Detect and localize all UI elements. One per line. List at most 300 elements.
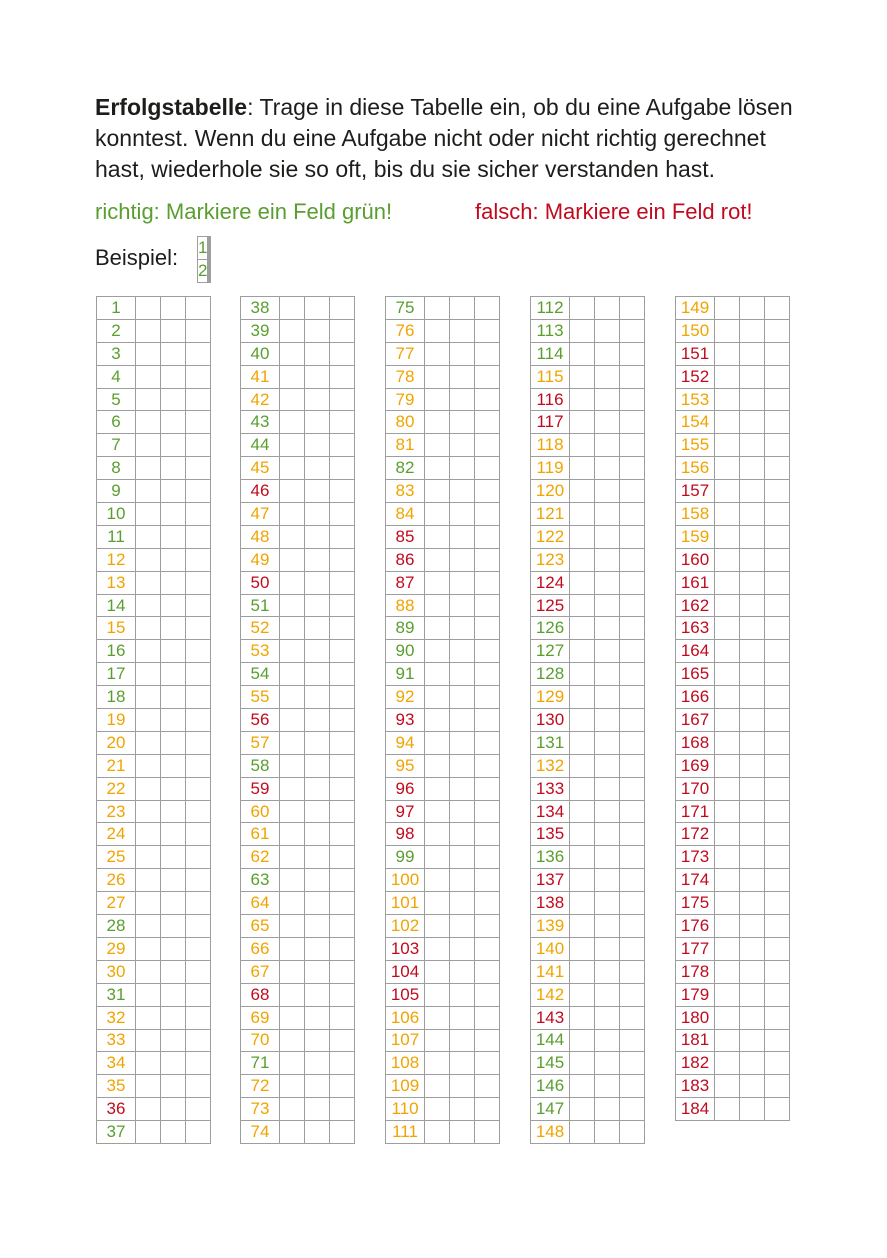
mark-cell[interactable] — [595, 617, 620, 640]
mark-cell[interactable] — [330, 457, 355, 480]
mark-cell[interactable] — [450, 1121, 475, 1144]
mark-cell[interactable] — [280, 1052, 305, 1075]
mark-cell[interactable] — [305, 663, 330, 686]
mark-cell[interactable] — [450, 594, 475, 617]
mark-cell[interactable] — [765, 457, 790, 480]
mark-cell[interactable] — [161, 297, 186, 320]
mark-cell[interactable] — [620, 800, 645, 823]
mark-cell[interactable] — [186, 777, 211, 800]
mark-cell[interactable] — [620, 731, 645, 754]
mark-cell[interactable] — [136, 709, 161, 732]
mark-cell[interactable] — [425, 823, 450, 846]
mark-cell[interactable] — [765, 960, 790, 983]
mark-cell[interactable] — [161, 342, 186, 365]
mark-cell[interactable] — [280, 800, 305, 823]
mark-cell[interactable] — [740, 1029, 765, 1052]
mark-cell[interactable] — [161, 1006, 186, 1029]
mark-cell[interactable] — [765, 663, 790, 686]
mark-cell[interactable] — [715, 319, 740, 342]
mark-cell[interactable] — [330, 731, 355, 754]
mark-cell[interactable] — [595, 960, 620, 983]
mark-cell[interactable] — [570, 663, 595, 686]
mark-cell[interactable] — [161, 1029, 186, 1052]
mark-cell[interactable] — [570, 823, 595, 846]
mark-cell[interactable] — [450, 548, 475, 571]
mark-cell[interactable] — [475, 525, 500, 548]
mark-cell[interactable] — [595, 1052, 620, 1075]
mark-cell[interactable] — [620, 1121, 645, 1144]
mark-cell[interactable] — [280, 434, 305, 457]
mark-cell[interactable] — [450, 1075, 475, 1098]
mark-cell[interactable] — [595, 731, 620, 754]
mark-cell[interactable] — [186, 663, 211, 686]
mark-cell[interactable] — [475, 937, 500, 960]
mark-cell[interactable] — [425, 457, 450, 480]
mark-cell[interactable] — [161, 525, 186, 548]
mark-cell[interactable] — [450, 1098, 475, 1121]
mark-cell[interactable] — [186, 411, 211, 434]
mark-cell[interactable] — [305, 365, 330, 388]
mark-cell[interactable] — [136, 937, 161, 960]
mark-cell[interactable] — [475, 1052, 500, 1075]
mark-cell[interactable] — [715, 846, 740, 869]
mark-cell[interactable] — [186, 388, 211, 411]
mark-cell[interactable] — [740, 319, 765, 342]
mark-cell[interactable] — [425, 983, 450, 1006]
mark-cell[interactable] — [425, 297, 450, 320]
mark-cell[interactable] — [595, 525, 620, 548]
mark-cell[interactable] — [161, 365, 186, 388]
mark-cell[interactable] — [305, 640, 330, 663]
mark-cell[interactable] — [280, 640, 305, 663]
mark-cell[interactable] — [330, 777, 355, 800]
mark-cell[interactable] — [305, 594, 330, 617]
mark-cell[interactable] — [136, 823, 161, 846]
mark-cell[interactable] — [280, 457, 305, 480]
mark-cell[interactable] — [450, 915, 475, 938]
mark-cell[interactable] — [186, 1121, 211, 1144]
mark-cell[interactable] — [136, 503, 161, 526]
mark-cell[interactable] — [715, 686, 740, 709]
mark-cell[interactable] — [620, 571, 645, 594]
mark-cell[interactable] — [765, 800, 790, 823]
mark-cell[interactable] — [425, 846, 450, 869]
mark-cell[interactable] — [161, 319, 186, 342]
mark-cell[interactable] — [715, 960, 740, 983]
mark-cell[interactable] — [186, 960, 211, 983]
mark-cell[interactable] — [330, 503, 355, 526]
mark-cell[interactable] — [425, 663, 450, 686]
mark-cell[interactable] — [450, 617, 475, 640]
mark-cell[interactable] — [740, 937, 765, 960]
mark-cell[interactable] — [620, 846, 645, 869]
mark-cell[interactable] — [280, 297, 305, 320]
mark-cell[interactable] — [740, 571, 765, 594]
mark-cell[interactable] — [715, 892, 740, 915]
mark-cell[interactable] — [475, 754, 500, 777]
mark-cell[interactable] — [570, 1075, 595, 1098]
mark-cell[interactable] — [570, 960, 595, 983]
mark-cell[interactable] — [620, 594, 645, 617]
mark-cell[interactable] — [330, 388, 355, 411]
mark-cell[interactable] — [620, 1006, 645, 1029]
mark-cell[interactable] — [715, 1006, 740, 1029]
mark-cell[interactable] — [740, 525, 765, 548]
mark-cell[interactable] — [425, 640, 450, 663]
mark-cell[interactable] — [450, 686, 475, 709]
mark-cell[interactable] — [161, 663, 186, 686]
mark-cell[interactable] — [450, 411, 475, 434]
mark-cell[interactable] — [450, 388, 475, 411]
mark-cell[interactable] — [136, 411, 161, 434]
mark-cell[interactable] — [305, 754, 330, 777]
mark-cell[interactable] — [595, 663, 620, 686]
mark-cell[interactable] — [570, 686, 595, 709]
mark-cell[interactable] — [765, 915, 790, 938]
mark-cell[interactable] — [620, 480, 645, 503]
mark-cell[interactable] — [330, 1098, 355, 1121]
mark-cell[interactable] — [715, 777, 740, 800]
mark-cell[interactable] — [450, 1052, 475, 1075]
mark-cell[interactable] — [450, 525, 475, 548]
mark-cell[interactable] — [595, 342, 620, 365]
mark-cell[interactable] — [475, 960, 500, 983]
mark-cell[interactable] — [595, 640, 620, 663]
mark-cell[interactable] — [425, 594, 450, 617]
mark-cell[interactable] — [186, 800, 211, 823]
mark-cell[interactable] — [425, 525, 450, 548]
mark-cell[interactable] — [305, 1121, 330, 1144]
mark-cell[interactable] — [715, 1052, 740, 1075]
mark-cell[interactable] — [161, 686, 186, 709]
mark-cell[interactable] — [620, 1052, 645, 1075]
mark-cell[interactable] — [280, 388, 305, 411]
mark-cell[interactable] — [570, 709, 595, 732]
mark-cell[interactable] — [715, 388, 740, 411]
mark-cell[interactable] — [425, 960, 450, 983]
mark-cell[interactable] — [475, 1098, 500, 1121]
mark-cell[interactable] — [425, 709, 450, 732]
mark-cell[interactable] — [136, 571, 161, 594]
mark-cell[interactable] — [425, 754, 450, 777]
mark-cell[interactable] — [305, 457, 330, 480]
mark-cell[interactable] — [330, 1052, 355, 1075]
mark-cell[interactable] — [620, 777, 645, 800]
mark-cell[interactable] — [280, 731, 305, 754]
mark-cell[interactable] — [280, 1098, 305, 1121]
mark-cell[interactable] — [425, 800, 450, 823]
mark-cell[interactable] — [765, 731, 790, 754]
mark-cell[interactable] — [330, 548, 355, 571]
mark-cell[interactable] — [330, 800, 355, 823]
mark-cell[interactable] — [161, 915, 186, 938]
mark-cell[interactable] — [765, 503, 790, 526]
mark-cell[interactable] — [715, 731, 740, 754]
mark-cell[interactable] — [475, 594, 500, 617]
mark-cell[interactable] — [280, 365, 305, 388]
mark-cell[interactable] — [475, 319, 500, 342]
mark-cell[interactable] — [765, 525, 790, 548]
mark-cell[interactable] — [330, 983, 355, 1006]
mark-cell[interactable] — [570, 297, 595, 320]
mark-cell[interactable] — [765, 823, 790, 846]
mark-cell[interactable] — [620, 663, 645, 686]
mark-cell[interactable] — [715, 640, 740, 663]
mark-cell[interactable] — [450, 869, 475, 892]
mark-cell[interactable] — [161, 731, 186, 754]
mark-cell[interactable] — [330, 434, 355, 457]
mark-cell[interactable] — [595, 686, 620, 709]
mark-cell[interactable] — [765, 411, 790, 434]
mark-cell[interactable] — [136, 434, 161, 457]
mark-cell[interactable] — [425, 434, 450, 457]
mark-cell[interactable] — [595, 892, 620, 915]
mark-cell[interactable] — [330, 686, 355, 709]
mark-cell[interactable] — [475, 297, 500, 320]
mark-cell[interactable] — [425, 411, 450, 434]
mark-cell[interactable] — [186, 846, 211, 869]
mark-cell[interactable] — [740, 434, 765, 457]
mark-cell[interactable] — [620, 617, 645, 640]
mark-cell[interactable] — [305, 915, 330, 938]
mark-cell[interactable] — [570, 457, 595, 480]
mark-cell[interactable] — [161, 777, 186, 800]
mark-cell[interactable] — [305, 1098, 330, 1121]
mark-cell[interactable] — [715, 1029, 740, 1052]
mark-cell[interactable] — [136, 1052, 161, 1075]
mark-cell[interactable] — [280, 319, 305, 342]
mark-cell[interactable] — [305, 846, 330, 869]
mark-cell[interactable] — [475, 800, 500, 823]
mark-cell[interactable] — [475, 869, 500, 892]
mark-cell[interactable] — [740, 411, 765, 434]
mark-cell[interactable] — [765, 777, 790, 800]
mark-cell[interactable] — [740, 1006, 765, 1029]
mark-cell[interactable] — [161, 617, 186, 640]
mark-cell[interactable] — [475, 342, 500, 365]
mark-cell[interactable] — [280, 983, 305, 1006]
mark-cell[interactable] — [740, 846, 765, 869]
mark-cell[interactable] — [161, 571, 186, 594]
mark-cell[interactable] — [330, 846, 355, 869]
mark-cell[interactable] — [186, 686, 211, 709]
mark-cell[interactable] — [161, 411, 186, 434]
mark-cell[interactable] — [136, 1075, 161, 1098]
mark-cell[interactable] — [280, 571, 305, 594]
mark-cell[interactable] — [136, 480, 161, 503]
mark-cell[interactable] — [715, 365, 740, 388]
mark-cell[interactable] — [570, 1052, 595, 1075]
mark-cell[interactable] — [330, 1121, 355, 1144]
mark-cell[interactable] — [715, 342, 740, 365]
mark-cell[interactable] — [161, 754, 186, 777]
mark-cell[interactable] — [450, 823, 475, 846]
mark-cell[interactable] — [475, 457, 500, 480]
mark-cell[interactable] — [305, 800, 330, 823]
mark-cell[interactable] — [715, 915, 740, 938]
mark-cell[interactable] — [330, 869, 355, 892]
mark-cell[interactable] — [715, 937, 740, 960]
mark-cell[interactable] — [280, 663, 305, 686]
mark-cell[interactable] — [305, 388, 330, 411]
mark-cell[interactable] — [305, 342, 330, 365]
mark-cell[interactable] — [305, 297, 330, 320]
mark-cell[interactable] — [161, 709, 186, 732]
mark-cell[interactable] — [136, 525, 161, 548]
mark-cell[interactable] — [620, 937, 645, 960]
mark-cell[interactable] — [475, 983, 500, 1006]
mark-cell[interactable] — [620, 1075, 645, 1098]
mark-cell[interactable] — [715, 663, 740, 686]
mark-cell[interactable] — [450, 800, 475, 823]
mark-cell[interactable] — [620, 892, 645, 915]
mark-cell[interactable] — [161, 869, 186, 892]
mark-cell[interactable] — [765, 709, 790, 732]
mark-cell[interactable] — [765, 342, 790, 365]
mark-cell[interactable] — [450, 342, 475, 365]
mark-cell[interactable] — [740, 983, 765, 1006]
mark-cell[interactable] — [305, 480, 330, 503]
mark-cell[interactable] — [330, 617, 355, 640]
mark-cell[interactable] — [305, 869, 330, 892]
mark-cell[interactable] — [450, 754, 475, 777]
mark-cell[interactable] — [425, 1006, 450, 1029]
mark-cell[interactable] — [305, 1006, 330, 1029]
mark-cell[interactable] — [475, 503, 500, 526]
mark-cell[interactable] — [475, 892, 500, 915]
mark-cell[interactable] — [570, 319, 595, 342]
mark-cell[interactable] — [620, 365, 645, 388]
mark-cell[interactable] — [570, 594, 595, 617]
mark-cell[interactable] — [715, 617, 740, 640]
mark-cell[interactable] — [475, 480, 500, 503]
mark-cell[interactable] — [425, 1052, 450, 1075]
mark-cell[interactable] — [330, 823, 355, 846]
mark-cell[interactable] — [765, 1098, 790, 1121]
mark-cell[interactable] — [305, 1052, 330, 1075]
mark-cell[interactable] — [280, 846, 305, 869]
mark-cell[interactable] — [620, 503, 645, 526]
mark-cell[interactable] — [161, 1121, 186, 1144]
mark-cell[interactable] — [595, 709, 620, 732]
mark-cell[interactable] — [475, 777, 500, 800]
mark-cell[interactable] — [425, 937, 450, 960]
mark-cell[interactable] — [765, 937, 790, 960]
mark-cell[interactable] — [136, 319, 161, 342]
mark-cell[interactable] — [595, 503, 620, 526]
mark-cell[interactable] — [570, 617, 595, 640]
mark-cell[interactable] — [280, 686, 305, 709]
mark-cell[interactable] — [161, 937, 186, 960]
mark-cell[interactable] — [595, 846, 620, 869]
mark-cell[interactable] — [765, 869, 790, 892]
mark-cell[interactable] — [595, 434, 620, 457]
mark-cell[interactable] — [740, 548, 765, 571]
mark-cell[interactable] — [740, 1098, 765, 1121]
mark-cell[interactable] — [280, 892, 305, 915]
mark-cell[interactable] — [330, 342, 355, 365]
mark-cell[interactable] — [740, 503, 765, 526]
mark-cell[interactable] — [161, 388, 186, 411]
mark-cell[interactable] — [715, 503, 740, 526]
mark-cell[interactable] — [475, 686, 500, 709]
mark-cell[interactable] — [136, 846, 161, 869]
mark-cell[interactable] — [450, 365, 475, 388]
mark-cell[interactable] — [425, 480, 450, 503]
mark-cell[interactable] — [136, 731, 161, 754]
mark-cell[interactable] — [570, 571, 595, 594]
mark-cell[interactable] — [450, 960, 475, 983]
mark-cell[interactable] — [136, 869, 161, 892]
mark-cell[interactable] — [330, 960, 355, 983]
mark-cell[interactable] — [765, 1052, 790, 1075]
mark-cell[interactable] — [740, 915, 765, 938]
mark-cell[interactable] — [425, 1098, 450, 1121]
mark-cell[interactable] — [715, 709, 740, 732]
mark-cell[interactable] — [595, 411, 620, 434]
mark-cell[interactable] — [765, 1075, 790, 1098]
mark-cell[interactable] — [475, 388, 500, 411]
mark-cell[interactable] — [136, 1029, 161, 1052]
mark-cell[interactable] — [330, 571, 355, 594]
mark-cell[interactable] — [620, 869, 645, 892]
mark-cell[interactable] — [280, 411, 305, 434]
mark-cell[interactable] — [450, 731, 475, 754]
mark-cell[interactable] — [305, 686, 330, 709]
mark-cell[interactable] — [765, 365, 790, 388]
mark-cell[interactable] — [715, 823, 740, 846]
mark-cell[interactable] — [475, 915, 500, 938]
mark-cell[interactable] — [186, 297, 211, 320]
mark-cell[interactable] — [740, 869, 765, 892]
mark-cell[interactable] — [740, 892, 765, 915]
mark-cell[interactable] — [475, 617, 500, 640]
mark-cell[interactable] — [570, 503, 595, 526]
mark-cell[interactable] — [740, 1052, 765, 1075]
mark-cell[interactable] — [305, 548, 330, 571]
mark-cell[interactable] — [305, 525, 330, 548]
mark-cell[interactable] — [161, 846, 186, 869]
mark-cell[interactable] — [161, 594, 186, 617]
mark-cell[interactable] — [450, 297, 475, 320]
mark-cell[interactable] — [740, 1075, 765, 1098]
mark-cell[interactable] — [765, 319, 790, 342]
mark-cell[interactable] — [740, 754, 765, 777]
mark-cell[interactable] — [450, 503, 475, 526]
mark-cell[interactable] — [570, 480, 595, 503]
mark-cell[interactable] — [330, 480, 355, 503]
mark-cell[interactable] — [330, 754, 355, 777]
mark-cell[interactable] — [186, 640, 211, 663]
mark-cell[interactable] — [425, 319, 450, 342]
mark-cell[interactable] — [280, 594, 305, 617]
mark-cell[interactable] — [136, 548, 161, 571]
mark-cell[interactable] — [475, 365, 500, 388]
mark-cell[interactable] — [280, 548, 305, 571]
mark-cell[interactable] — [136, 1006, 161, 1029]
mark-cell[interactable] — [740, 686, 765, 709]
mark-cell[interactable] — [330, 1075, 355, 1098]
mark-cell[interactable] — [475, 548, 500, 571]
mark-cell[interactable] — [330, 663, 355, 686]
mark-cell[interactable] — [305, 1029, 330, 1052]
mark-cell[interactable] — [475, 823, 500, 846]
mark-cell[interactable] — [475, 640, 500, 663]
mark-cell[interactable] — [136, 960, 161, 983]
mark-cell[interactable] — [475, 709, 500, 732]
mark-cell[interactable] — [330, 525, 355, 548]
mark-cell[interactable] — [425, 617, 450, 640]
